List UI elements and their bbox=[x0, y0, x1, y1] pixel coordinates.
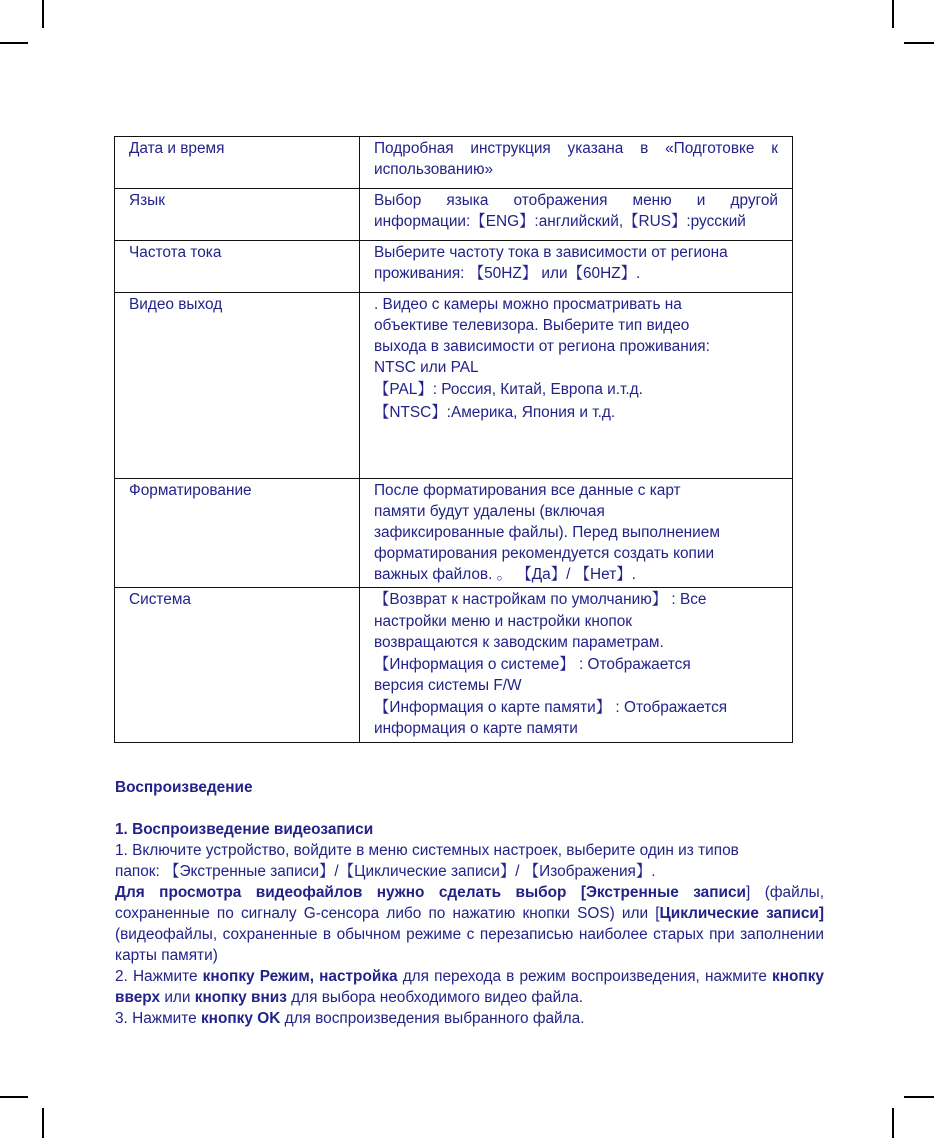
step-text: для выбора необходимого видео файла. bbox=[286, 989, 584, 1006]
crop-mark bbox=[42, 0, 44, 28]
description-line: Выберите частоту тока в зависимости от региона bbox=[374, 244, 728, 261]
table-row bbox=[115, 479, 793, 588]
table-row bbox=[115, 588, 793, 743]
crop-mark bbox=[892, 1108, 894, 1138]
description-line: . Видео с камеры можно просматривать на bbox=[374, 296, 682, 313]
setting-name: Язык bbox=[115, 189, 360, 241]
step-text: или bbox=[160, 989, 195, 1006]
description-line: использованию» bbox=[374, 161, 494, 178]
setting-description bbox=[360, 293, 793, 479]
table-row bbox=[115, 293, 793, 479]
description-line: 【NTSC】:Америка, Япония и т.д. bbox=[374, 404, 616, 421]
step-text: для перехода в режим воспроизведения, нажмите bbox=[397, 968, 773, 985]
step-3 bbox=[115, 1008, 824, 1029]
button-ref: кнопку вниз bbox=[194, 989, 287, 1006]
description-line: важных файлов. 。 【Да】/ 【Нет】. bbox=[374, 566, 636, 583]
crop-mark bbox=[892, 0, 894, 28]
button-ref: кнопку Режим, настройка bbox=[202, 968, 398, 985]
table-row bbox=[115, 137, 793, 189]
subsection-heading: 1. Воспроизведение видеозаписи bbox=[115, 821, 374, 838]
description-line: NTSC или PAL bbox=[374, 359, 479, 376]
note-text: (файлы, сохраненные по сигналу G-сенсора либо по нажатию кнопки SOS) или [ bbox=[115, 884, 824, 922]
description-line: информации:【ENG】:английский,【RUS】:русский bbox=[374, 213, 746, 230]
setting-description bbox=[360, 137, 793, 189]
setting-name: Частота тока bbox=[115, 241, 360, 293]
description-line: версия системы F/W bbox=[374, 677, 522, 694]
step-2 bbox=[115, 966, 824, 1008]
table-row bbox=[115, 241, 793, 293]
description-line: выхода в зависимости от региона проживания: bbox=[374, 338, 710, 355]
note-bold: Циклические записи] bbox=[659, 905, 824, 922]
crop-mark bbox=[42, 1108, 44, 1138]
description-line: объективе телевизора. Выберите тип видео bbox=[374, 317, 690, 334]
description-line: 【PAL】: Россия, Китай, Европа и.т.д. bbox=[374, 381, 643, 398]
description-line: форматирования рекомендуется создать копии bbox=[374, 545, 715, 562]
step-1-line: папок: 【Экстренные записи】/【Циклические записи】/ 【Изображения】. bbox=[115, 863, 656, 880]
description-line: 【Возврат к настройкам по умолчанию】 : Все bbox=[374, 591, 707, 608]
note-text: ] bbox=[746, 884, 751, 901]
note-text: (видеофайлы, сохраненные в обычном режиме с перезаписью наиболее старых при заполнении карты памяти) bbox=[115, 926, 824, 964]
description-line: настройки меню и настройки кнопок bbox=[374, 612, 633, 630]
description-line: 【Информация о карте памяти】 : Отображается bbox=[374, 698, 728, 716]
button-ref: кнопку OK bbox=[200, 1010, 281, 1027]
description-line: Выбор языка отображения меню и другой bbox=[374, 192, 778, 209]
crop-mark bbox=[0, 1096, 28, 1098]
crop-mark bbox=[904, 1096, 934, 1098]
table-row bbox=[115, 189, 793, 241]
setting-name: Форматирование bbox=[115, 479, 360, 588]
description-line: 【Информация о системе】 : Отображается bbox=[374, 655, 691, 673]
setting-description bbox=[360, 479, 793, 588]
setting-name: Видео выход bbox=[115, 293, 360, 479]
folder-note bbox=[115, 882, 824, 966]
description-line: памяти будут удалены (включая bbox=[374, 503, 605, 520]
setting-description bbox=[360, 189, 793, 241]
settings-table bbox=[114, 136, 793, 743]
setting-name: Система bbox=[115, 588, 360, 743]
setting-description bbox=[360, 241, 793, 293]
button-ref: кнопку вверх bbox=[115, 968, 824, 1006]
crop-mark bbox=[0, 42, 28, 44]
step-text: для воспроизведения выбранного файла. bbox=[280, 1010, 585, 1027]
step-1 bbox=[115, 840, 824, 882]
description-line: После форматирования все данные с карт bbox=[374, 482, 681, 499]
step-text: 3. Нажмите bbox=[115, 1010, 201, 1027]
note-bold: Для просмотра видеофайлов нужно сделать выбор [Экстренные записи bbox=[115, 884, 747, 901]
description-line: проживания: 【50HZ】 или【60HZ】. bbox=[374, 265, 641, 282]
setting-name: Дата и время bbox=[115, 137, 360, 189]
description-line: возвращаются к заводским параметрам. bbox=[374, 634, 664, 651]
step-1-line: 1. Включите устройство, войдите в меню системных настроек, выберите один из типов bbox=[115, 842, 739, 859]
section-heading: Воспроизведение bbox=[115, 779, 253, 796]
description-line: Подробная инструкция указана в «Подготовке к bbox=[374, 140, 778, 157]
step-text: 2. Нажмите bbox=[115, 968, 203, 985]
crop-mark bbox=[904, 42, 934, 44]
description-line: зафиксированные файлы). Перед выполнением bbox=[374, 524, 720, 541]
setting-description bbox=[360, 588, 793, 743]
description-line: информация о карте памяти bbox=[374, 720, 578, 737]
